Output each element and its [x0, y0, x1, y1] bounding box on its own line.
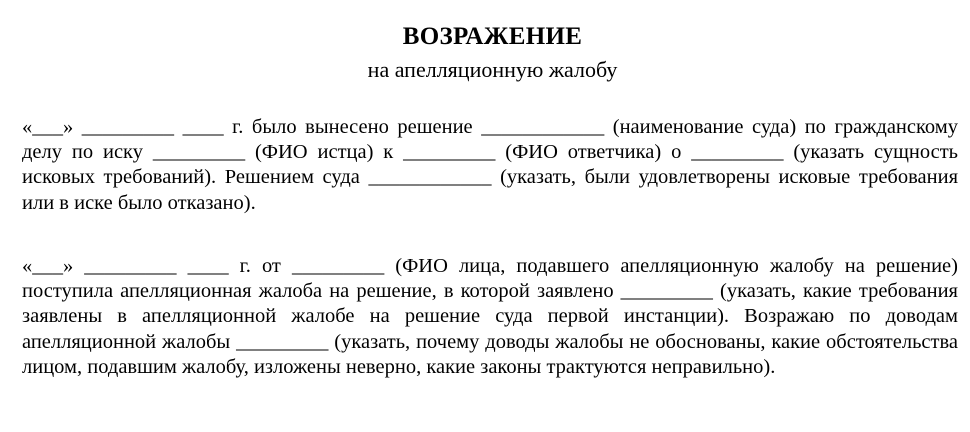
document-title: ВОЗРАЖЕНИЕ	[402, 23, 583, 50]
document-subtitle: на апелляционную жалобу	[367, 57, 618, 82]
paragraph-objection: «___» _________ ____ г. от _________ (ФИО лица, подавшего апелляционную жалобу на решение) поступила апелляционная жалоба на решение, в которой заявлено _________ (указать, какие требования заявлены в апелляционной жалобе на решение суда первой инстанции). Возражаю по доводам апелляционной жалобы _________ (указать, почему доводы жалобы не обоснованы, какие обстоятельства лицом, подавшим жалобу, изложены неверно, какие законы трактуются неправильно).	[22, 255, 958, 378]
paragraph-decision: «___» _________ ____ г. было вынесено решение ____________ (наименование суда) по гражданскому делу по иску _________ (ФИО истца) к _________ (ФИО ответчика) о _________ (указать сущность исковых требований). Решением суда ____________ (указать, были удовлетворены исковые требования или в иске было отказано).	[22, 116, 958, 214]
